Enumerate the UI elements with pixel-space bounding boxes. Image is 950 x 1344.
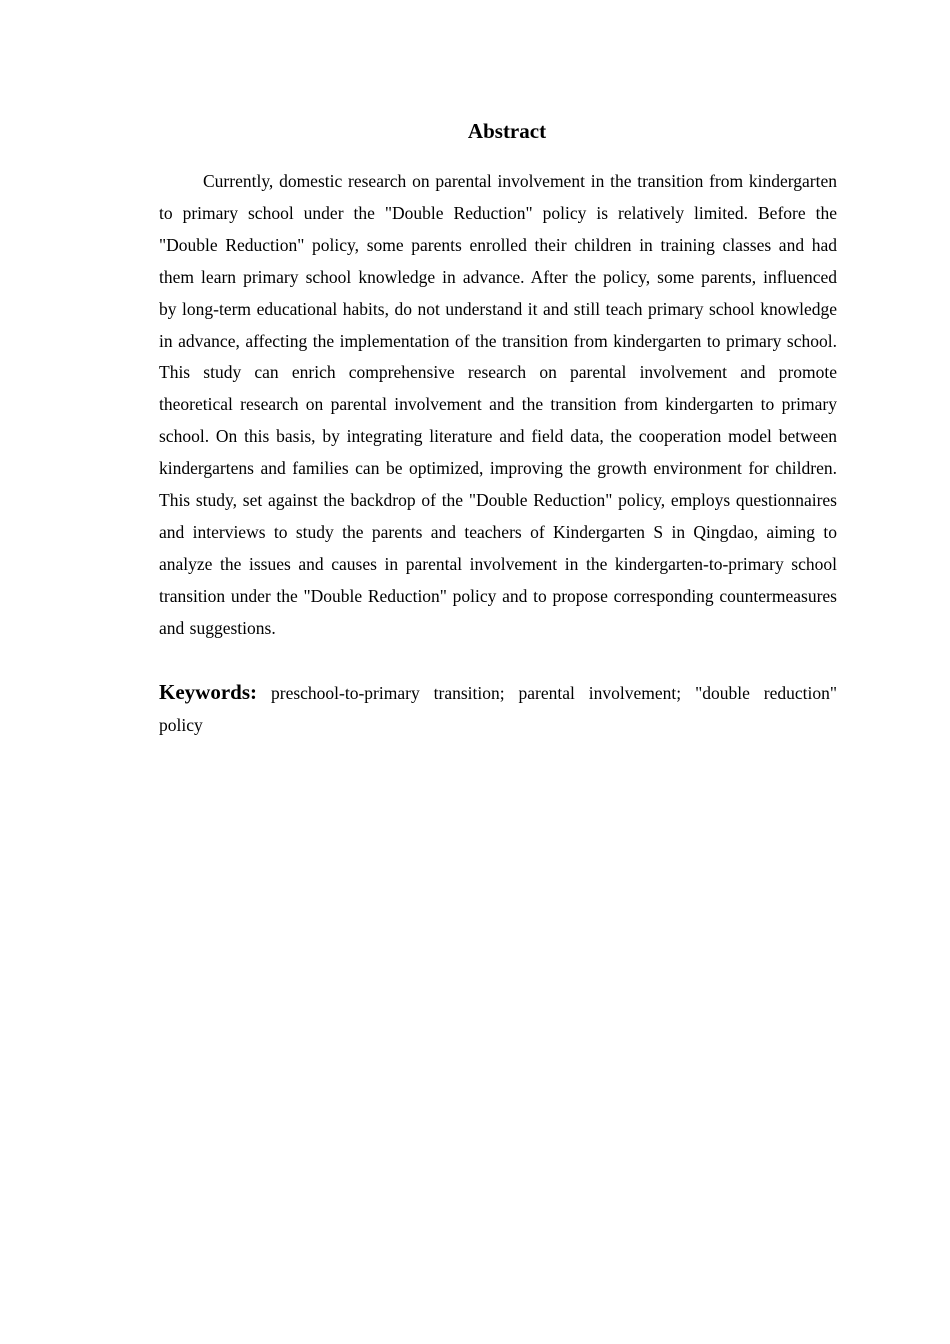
- abstract-body: Currently, domestic research on parental involvement in the transition from kindergarten to primary school under the "Double Reduction" policy is relatively limited. Before the "Double Reduction" policy, some parents enrolled their children in training classes and had them learn primary school knowledge in advance. After the policy, some parents, influenced by long-term educational habits, do not understand it and still teach primary school knowledge in advance, affecting the implementation of the transition from kindergarten to primary school. This study can enrich comprehensive research on parental involvement and promote theoretical research on parental involvement and the transition from kindergarten to primary school. On this basis, by integrating literature and field data, the cooperation model between kindergartens and families can be optimized, improving the growth environment for children. This study, set against the backdrop of the "Double Reduction" policy, employs questionnaires and interviews to study the parents and teachers of Kindergarten S in Qingdao, aiming to analyze the issues and causes in parental involvement in the kindergarten-to-primary school transition under the "Double Reduction" policy and to propose corresponding countermeasures and suggestions.: [159, 171, 837, 638]
- abstract-title: Abstract: [467, 119, 547, 143]
- keywords-label: Keywords:: [159, 679, 257, 704]
- keywords-line: [159, 677, 837, 742]
- keywords-text: preschool-to-primary transition; parental involvement; "double reduction" policy: [159, 682, 837, 735]
- abstract-section: [159, 116, 837, 759]
